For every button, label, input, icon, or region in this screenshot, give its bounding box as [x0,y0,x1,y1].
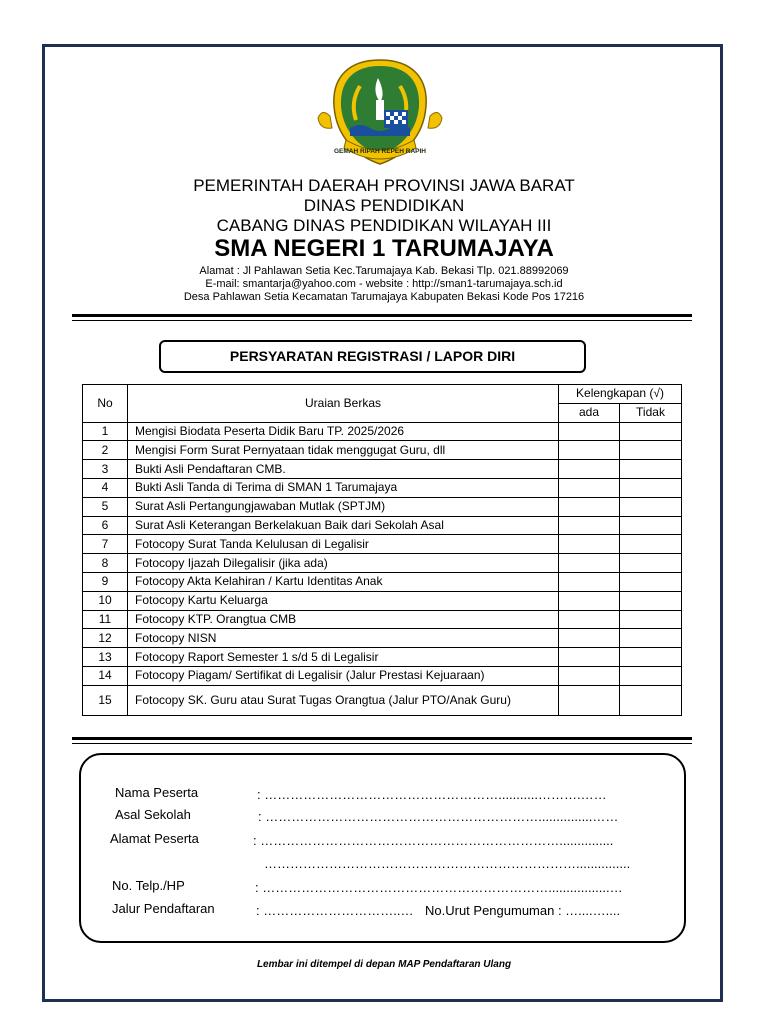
header-description: Uraian Berkas [128,385,559,423]
row-ada-checkbox[interactable] [559,535,620,554]
row-number: 3 [83,460,128,479]
header-divider-thin [72,320,692,321]
nama-field[interactable]: : ………………………………………………...........……….…… [257,787,607,802]
row-ada-checkbox[interactable] [559,554,620,573]
row-ada-checkbox[interactable] [559,441,620,460]
table-row [83,685,682,715]
row-tidak-checkbox[interactable] [620,666,682,685]
table-row [83,648,682,667]
urut-field[interactable]: No.Urut Pengumuman : …....….... [425,903,621,918]
row-ada-checkbox[interactable] [559,648,620,667]
row-ada-checkbox[interactable] [559,666,620,685]
row-ada-checkbox[interactable] [559,610,620,629]
telp-field[interactable]: : ………………………………………………………….................… [255,880,623,895]
row-number: 6 [83,516,128,535]
jalur-field[interactable]: : …………………………..… [256,903,414,918]
table-row [83,629,682,648]
row-ada-checkbox[interactable] [559,591,620,610]
school-village: Desa Pahlawan Setia Kecamatan Tarumajaya Kabupaten Bekasi Kode Pos 17216 [183,291,585,303]
row-ada-checkbox[interactable] [559,685,620,715]
row-description: Fotocopy KTP. Orangtua CMB [128,610,559,629]
row-tidak-checkbox[interactable] [620,497,682,516]
table-row [83,516,682,535]
row-number: 8 [83,554,128,573]
row-tidak-checkbox[interactable] [620,441,682,460]
row-description: Surat Asli Keterangan Berkelakuan Baik dari Sekolah Asal [128,516,559,535]
row-ada-checkbox[interactable] [559,572,620,591]
row-number: 12 [83,629,128,648]
row-tidak-checkbox[interactable] [620,629,682,648]
table-row [83,478,682,497]
row-number: 4 [83,478,128,497]
school-name: SMA NEGERI 1 TARUMAJAYA [214,235,554,262]
jalur-label: Jalur Pendaftaran [112,901,215,916]
row-number: 1 [83,422,128,441]
alamat-label: Alamat Peserta [110,831,199,846]
row-description: Fotocopy Ijazah Dilegalisir (jika ada) [128,554,559,573]
row-description: Fotocopy Raport Semester 1 s/d 5 di Legalisir [128,648,559,667]
row-number: 14 [83,666,128,685]
alamat-field-line2[interactable]: ………………………………………………………………............... [264,856,631,871]
requirements-table [82,384,682,716]
header-tidak: Tidak [620,403,682,422]
row-ada-checkbox[interactable] [559,460,620,479]
row-description: Fotocopy NISN [128,629,559,648]
school-contact: E-mail: smantarja@yahoo.com - website : http://sman1-tarumajaya.sch.id [205,278,563,290]
row-number: 15 [83,685,128,715]
header-ada: ada [559,403,620,422]
table-divider-thick [72,737,692,740]
table-row [83,591,682,610]
header-no: No [83,385,128,423]
row-number: 10 [83,591,128,610]
header-divider-thick [72,314,692,317]
row-ada-checkbox[interactable] [559,422,620,441]
row-ada-checkbox[interactable] [559,516,620,535]
row-tidak-checkbox[interactable] [620,478,682,497]
table-row [83,666,682,685]
svg-text:GEMAH RIPAH REPEH RAPIH: GEMAH RIPAH REPEH RAPIH [334,148,426,155]
nama-label: Nama Peserta [115,785,199,800]
row-number: 7 [83,535,128,554]
alamat-field[interactable]: : ……………………………………………………………............... [253,833,614,848]
row-number: 11 [83,610,128,629]
row-description: Fotocopy Surat Tanda Kelulusan di Legalisir [128,535,559,554]
row-number: 2 [83,441,128,460]
row-tidak-checkbox[interactable] [620,535,682,554]
row-tidak-checkbox[interactable] [620,572,682,591]
row-description: Fotocopy Akta Kelahiran / Kartu Identitas Anak [128,572,559,591]
table-row [83,460,682,479]
row-tidak-checkbox[interactable] [620,422,682,441]
telp-label: No. Telp./HP [112,878,185,893]
row-number: 9 [83,572,128,591]
header-branch: CABANG DINAS PENDIDIKAN WILAYAH III [216,216,552,235]
table-header-row [83,385,682,404]
asal-label: Asal Sekolah [115,807,191,822]
school-address: Alamat : Jl Pahlawan Setia Kec.Tarumajaya Kab. Bekasi Tlp. 021.88992069 [199,265,569,277]
table-row [83,441,682,460]
footer-note: Lembar ini ditempel di depan MAP Pendaftaran Ulang [256,959,512,970]
row-description: Fotocopy SK. Guru atau Surat Tugas Orangtua (Jalur PTO/Anak Guru) [128,685,559,715]
row-tidak-checkbox[interactable] [620,591,682,610]
document-title: PERSYARATAN REGISTRASI / LAPOR DIRI [159,340,586,373]
row-description: Mengisi Form Surat Pernyataan tidak menggugat Guru, dll [128,441,559,460]
table-row [83,497,682,516]
row-tidak-checkbox[interactable] [620,610,682,629]
row-tidak-checkbox[interactable] [620,516,682,535]
table-row [83,572,682,591]
jawa-barat-emblem-logo [316,56,444,170]
row-description: Surat Asli Pertangungjawaban Mutlak (SPTJM) [128,497,559,516]
row-description: Fotocopy Kartu Keluarga [128,591,559,610]
header-province: PEMERINTAH DAERAH PROVINSI JAWA BARAT [193,176,575,195]
row-tidak-checkbox[interactable] [620,685,682,715]
row-ada-checkbox[interactable] [559,629,620,648]
row-ada-checkbox[interactable] [559,478,620,497]
table-row [83,610,682,629]
row-number: 13 [83,648,128,667]
table-row [83,554,682,573]
table-row [83,535,682,554]
row-description: Bukti Asli Pendaftaran CMB. [128,460,559,479]
row-tidak-checkbox[interactable] [620,460,682,479]
table-divider-thin [72,743,692,744]
row-description: Bukti Asli Tanda di Terima di SMAN 1 Tarumajaya [128,478,559,497]
row-ada-checkbox[interactable] [559,497,620,516]
row-tidak-checkbox[interactable] [620,648,682,667]
row-description: Mengisi Biodata Peserta Didik Baru TP. 2025/2026 [128,422,559,441]
table-row [83,422,682,441]
row-tidak-checkbox[interactable] [620,554,682,573]
asal-field[interactable]: : ………………………………………………………...............…… [258,809,619,824]
header-completeness: Kelengkapan (√) [559,385,682,404]
row-number: 5 [83,497,128,516]
row-description: Fotocopy Piagam/ Sertifikat di Legalisir (Jalur Prestasi Kejuaraan) [128,666,559,685]
header-agency: DINAS PENDIDIKAN [303,196,465,215]
